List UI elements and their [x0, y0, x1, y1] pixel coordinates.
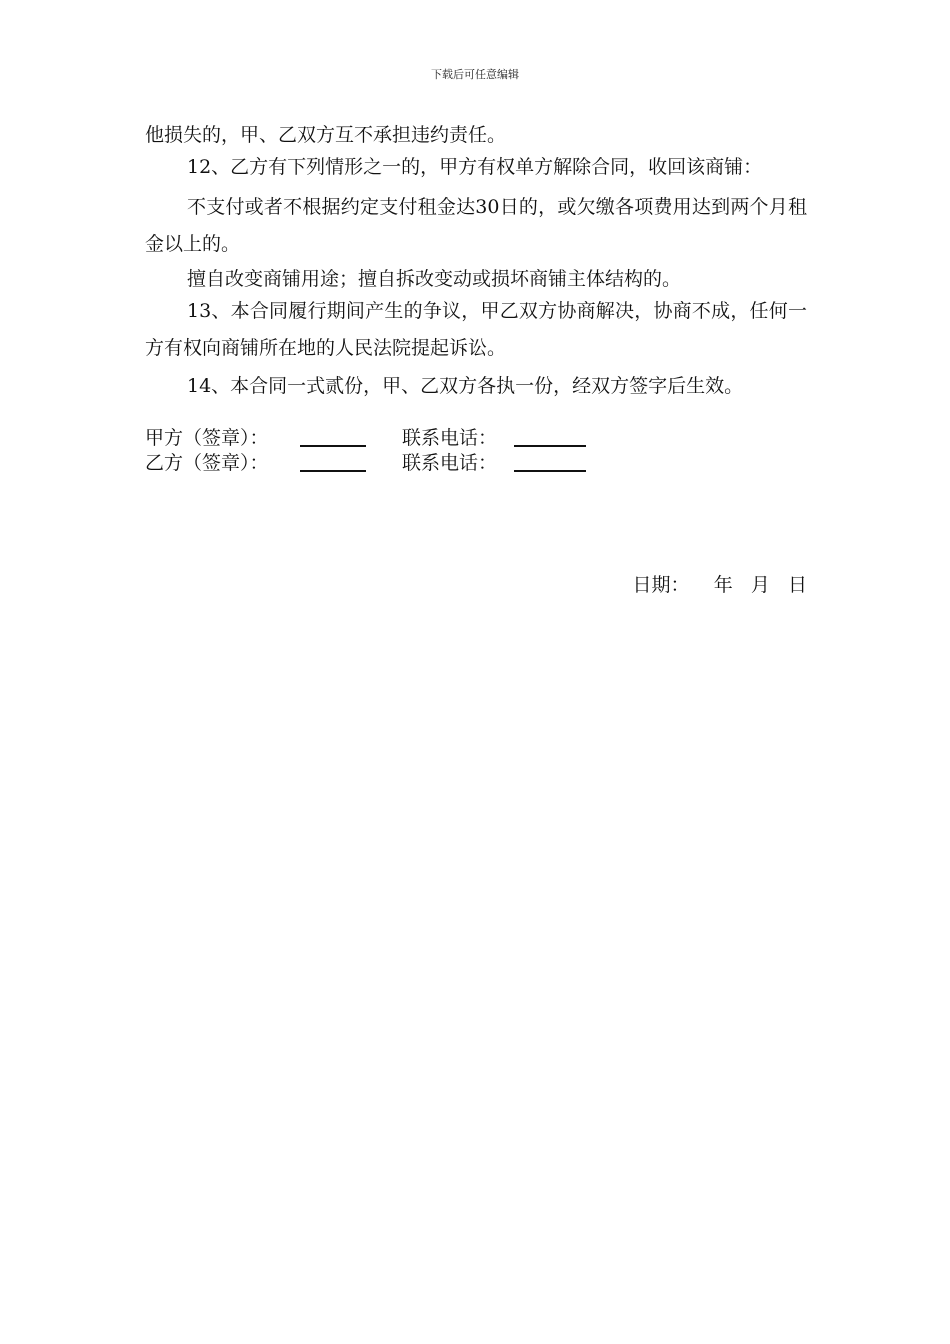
date-year: 年: [713, 574, 733, 596]
signature-block: [145, 426, 807, 476]
party-b-signature-label: 乙方（签章）：: [145, 452, 269, 474]
party-b-phone-blank: [514, 451, 586, 472]
date-line: [145, 572, 807, 598]
signature-row-party-b: [145, 451, 807, 476]
header-note: 下载后可任意编辑: [431, 68, 519, 81]
party-a-signature-label: 甲方（签章）：: [145, 427, 269, 449]
party-b-phone-label: 联系电话：: [402, 452, 498, 474]
paragraph-continuation: 他损失的，甲、乙双方互不承担违约责任。: [145, 124, 507, 146]
date-month: 月: [750, 574, 770, 596]
signature-row-party-a: [145, 426, 807, 451]
paragraph-clause-12-item-1: 不支付或者不根据约定支付租金达30日的，或欠缴各项费用达到两个月租金以上的。: [145, 196, 807, 255]
party-a-phone-blank: [514, 426, 586, 447]
party-a-signature-blank: [300, 426, 366, 447]
party-b-signature-blank: [300, 451, 366, 472]
paragraph-clause-14: 14、本合同一式贰份，甲、乙双方各执一份，经双方签字后生效。: [187, 375, 744, 397]
date-day: 日: [787, 574, 807, 596]
document-body: [145, 122, 807, 476]
party-a-phone-label: 联系电话：: [402, 427, 498, 449]
date-label: 日期：: [632, 574, 690, 596]
paragraph-clause-13: 13、本合同履行期间产生的争议，甲乙双方协商解决，协商不成，任何一方有权向商铺所在地的人民法院提起诉讼。: [145, 300, 807, 359]
paragraph-clause-12-item-2: 擅自改变商铺用途；擅自拆改变动或损坏商铺主体结构的。: [187, 268, 682, 290]
paragraph-clause-12: 12、乙方有下列情形之一的，甲方有权单方解除合同，收回该商铺：: [187, 156, 763, 178]
